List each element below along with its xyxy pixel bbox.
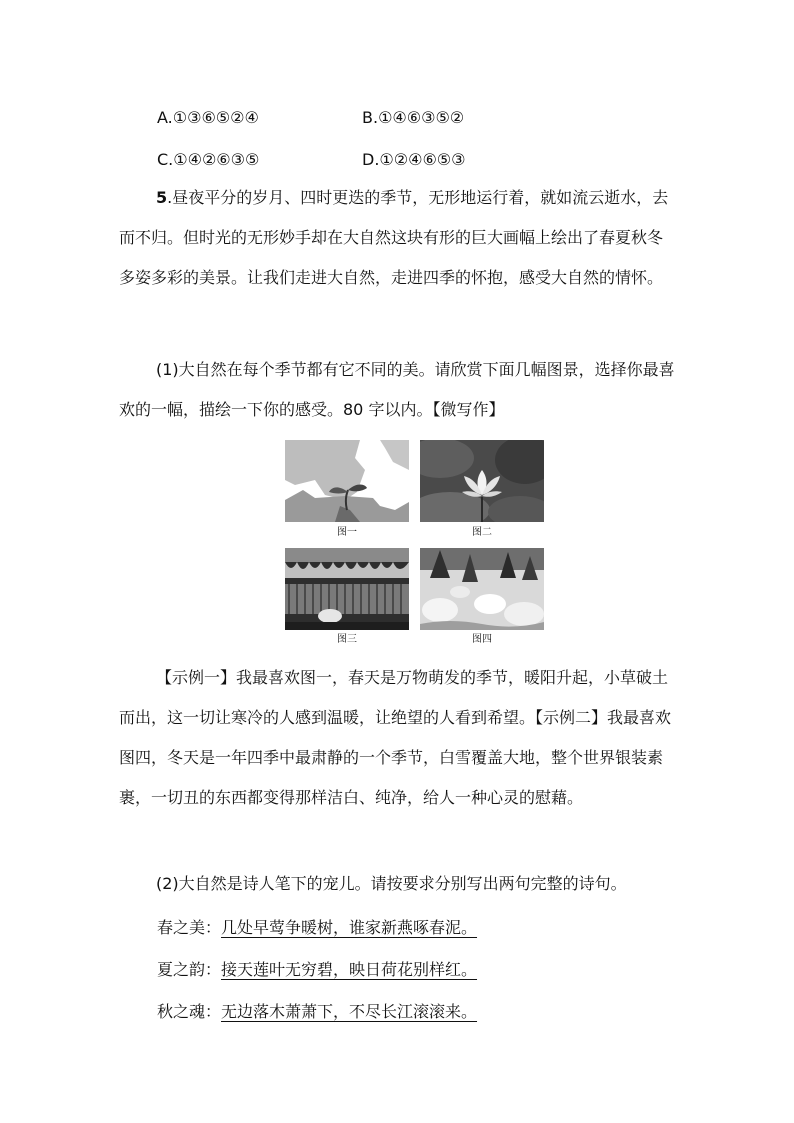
figure-2-image — [420, 440, 544, 522]
autumn-field-image — [285, 548, 409, 630]
figure-4-image — [420, 548, 544, 630]
option-c: C.①④②⑥③⑤ — [157, 150, 260, 169]
poem-label: 秋之魂： — [157, 1002, 222, 1021]
answer-1: 【示例一】我最喜欢图一，春天是万物萌发的季节，暖阳升起，小草破土而出，这一切让寒冷的人感到温暖，让绝望的人看到希望。【示例二】我最喜欢图四，冬天是一年四季中最肃静的一个季节，白雪覆盖大地，整个世界银装素裹，一切丑的东西都变得那样洁白、纯净，给人一种心灵的慰藉。 — [119, 668, 672, 807]
lotus-image — [420, 440, 544, 522]
poem-answer: 几处早莺争暖树，谁家新燕啄春泥。 — [221, 918, 478, 937]
poem-label: 夏之韵： — [157, 960, 222, 979]
figure-3-caption: 图三 — [337, 634, 357, 645]
seedling-image — [285, 440, 409, 522]
poem-row-summer — [157, 960, 477, 980]
poem-row-spring — [157, 918, 477, 938]
figure-1-image — [285, 440, 409, 522]
figure-4-caption: 图四 — [472, 634, 492, 645]
poem-answer: 无边落木萧萧下，不尽长江滚滚来。 — [221, 1002, 478, 1021]
poem-label: 春之美： — [157, 918, 222, 937]
poem-answer: 接天莲叶无穷碧，映日荷花别样红。 — [221, 960, 478, 979]
question-5-text: .昼夜平分的岁月、四时更迭的季节，无形地运行着，就如流云逝水，去而不归。但时光的无形妙手却在大自然这块有形的巨大画幅上绘出了春夏秋冬多姿多彩的美景。让我们走进大自然，走进四季的怀抱，感受大自然的情怀。 — [119, 188, 669, 287]
sub-question-2: (2)大自然是诗人笔下的宠儿。请按要求分别写出两句完整的诗句。 — [156, 874, 627, 893]
figure-1-caption: 图一 — [337, 527, 357, 538]
option-d: D.①②④⑥⑤③ — [362, 150, 466, 169]
question-number: 5 — [156, 188, 168, 207]
figure-3-image — [285, 548, 409, 630]
option-b: B.①④⑥③⑤② — [362, 108, 465, 127]
poem-row-autumn — [157, 1002, 477, 1022]
snow-forest-image — [420, 548, 544, 630]
figure-2-caption: 图二 — [472, 527, 492, 538]
sub-question-1: (1)大自然在每个季节都有它不同的美。请欣赏下面几幅图景，选择你最喜欢的一幅，描绘一下你的感受。80 字以内。【微写作】 — [119, 360, 675, 419]
question-5 — [119, 178, 675, 298]
option-a: A.①③⑥⑤②④ — [157, 108, 259, 127]
